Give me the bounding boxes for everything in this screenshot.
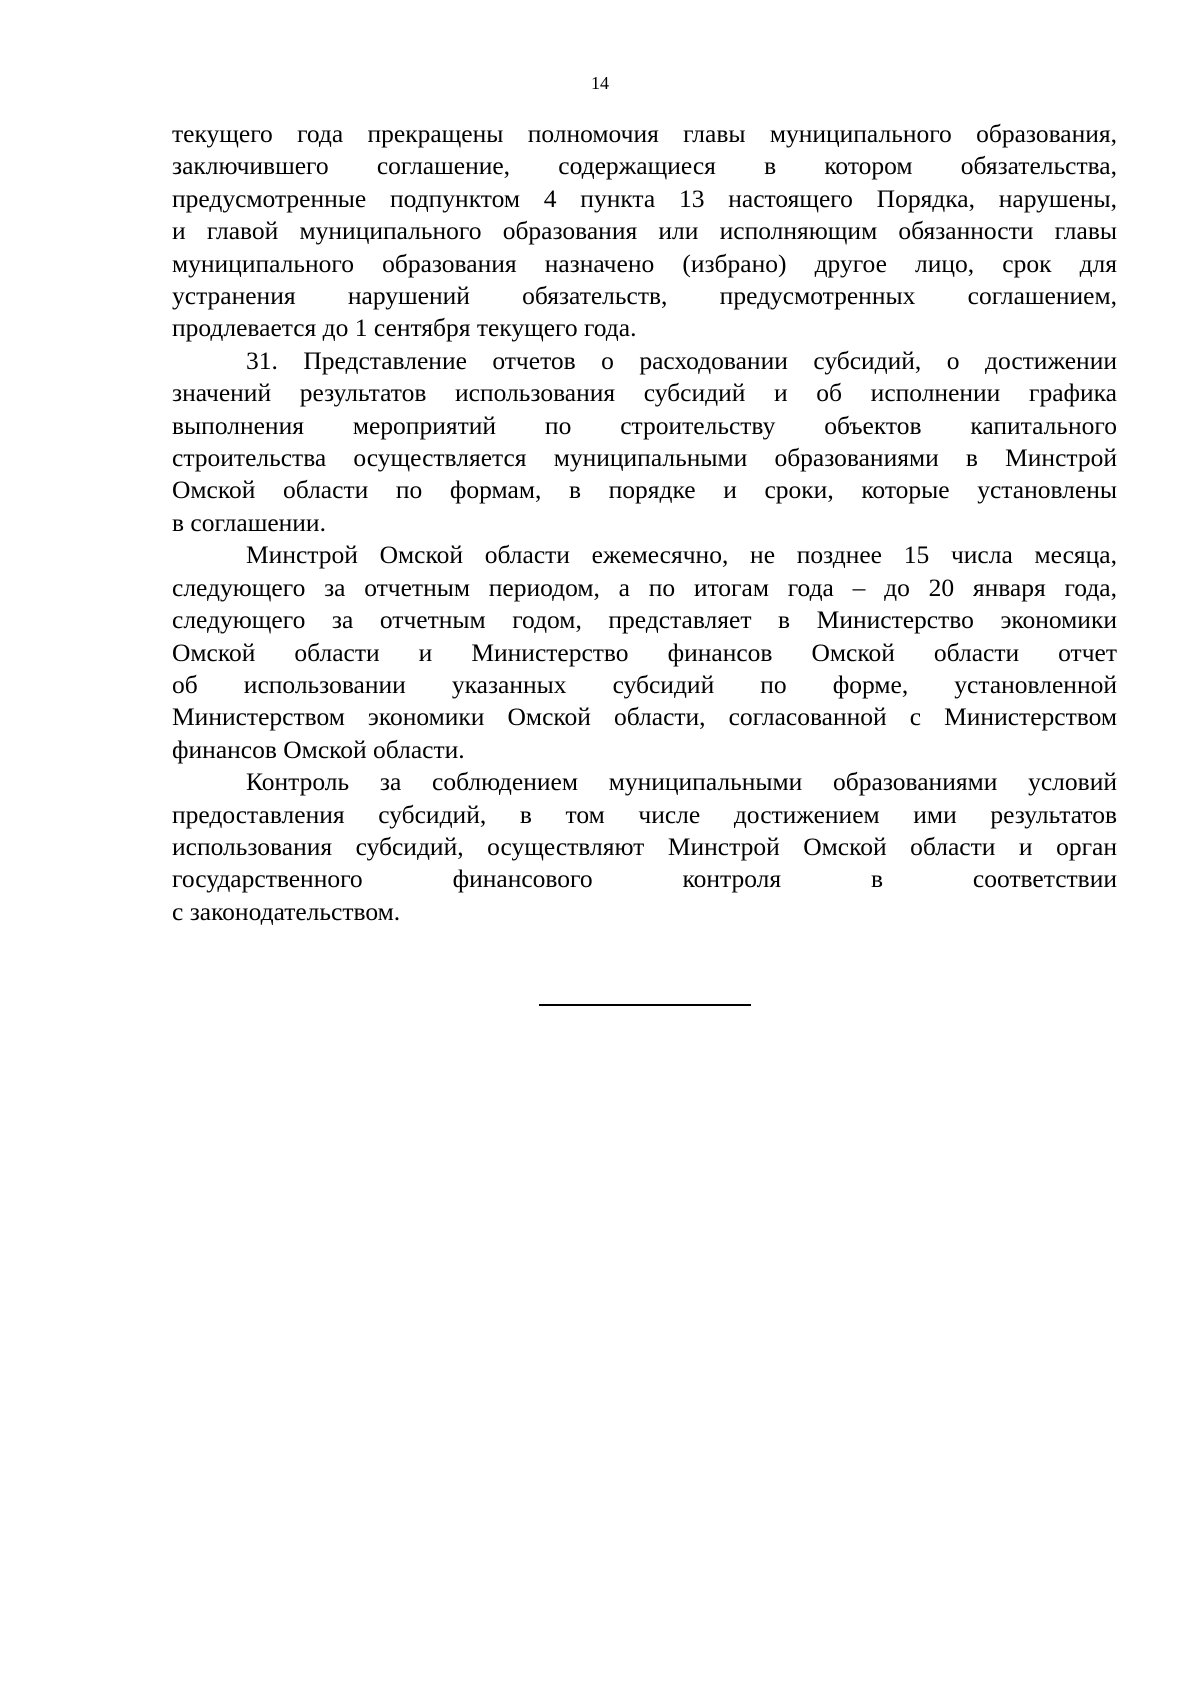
text-line: использования субсидий, осуществляют Минстрой Омской области и орган xyxy=(172,831,1117,861)
text-line: текущего года прекращены полномочия главы муниципального образования, xyxy=(172,119,1117,148)
text-line: заключившего соглашение, содержащиеся в котором обязательства, xyxy=(172,151,1117,181)
end-of-document-rule xyxy=(539,1004,751,1006)
text-line: финансов Омской области. xyxy=(172,734,465,764)
text-line: Минстрой Омской области ежемесячно, не позднее 15 числа месяца, xyxy=(246,540,1117,570)
text-line: выполнения мероприятий по строительству объектов капитального xyxy=(172,410,1117,440)
text-line: Министерством экономики Омской области, согласованной с Министерством xyxy=(172,702,1117,732)
paragraph-monthly-report xyxy=(172,539,1117,766)
text-line: значений результатов использования субсидий и об исполнении графика xyxy=(172,378,1117,408)
text-line: следующего за отчетным периодом, а по итогам года – до 20 января года, xyxy=(172,572,1117,602)
text-line: государственного финансового контроля в соответствии xyxy=(172,864,1117,894)
text-line: устранения нарушений обязательств, предусмотренных соглашением, xyxy=(172,281,1117,311)
paragraph-item-31 xyxy=(172,345,1117,539)
text-line: Омской области и Министерство финансов Омской области отчет xyxy=(172,637,1117,667)
text-line: об использовании указанных субсидий по форме, установленной xyxy=(172,669,1117,699)
paragraph-control xyxy=(172,766,1117,928)
text-line: предусмотренные подпунктом 4 пункта 13 настоящего Порядка, нарушены, xyxy=(172,183,1117,213)
text-line: в соглашении. xyxy=(172,507,326,537)
document-body xyxy=(172,118,1117,928)
text-line: предоставления субсидий, в том числе достижением ими результатов xyxy=(172,799,1117,829)
text-line: Контроль за соблюдением муниципальными образованиями условий xyxy=(246,767,1117,797)
paragraph-continuation xyxy=(172,118,1117,345)
text-line: и главой муниципального образования или исполняющим обязанности главы xyxy=(172,216,1117,246)
text-line: 31. Представление отчетов о расходовании субсидий, о достижении xyxy=(246,345,1117,375)
text-line: продлевается до 1 сентября текущего года. xyxy=(172,313,637,343)
text-line: следующего за отчетным годом, представляет в Министерство экономики xyxy=(172,605,1117,635)
page-number: 14 xyxy=(591,73,609,93)
text-line: Омской области по формам, в порядке и сроки, которые установлены xyxy=(172,475,1117,505)
text-line: муниципального образования назначено (избрано) другое лицо, срок для xyxy=(172,248,1117,278)
text-line: строительства осуществляется муниципальными образованиями в Минстрой xyxy=(172,443,1117,473)
text-line: с законодательством. xyxy=(172,896,401,926)
